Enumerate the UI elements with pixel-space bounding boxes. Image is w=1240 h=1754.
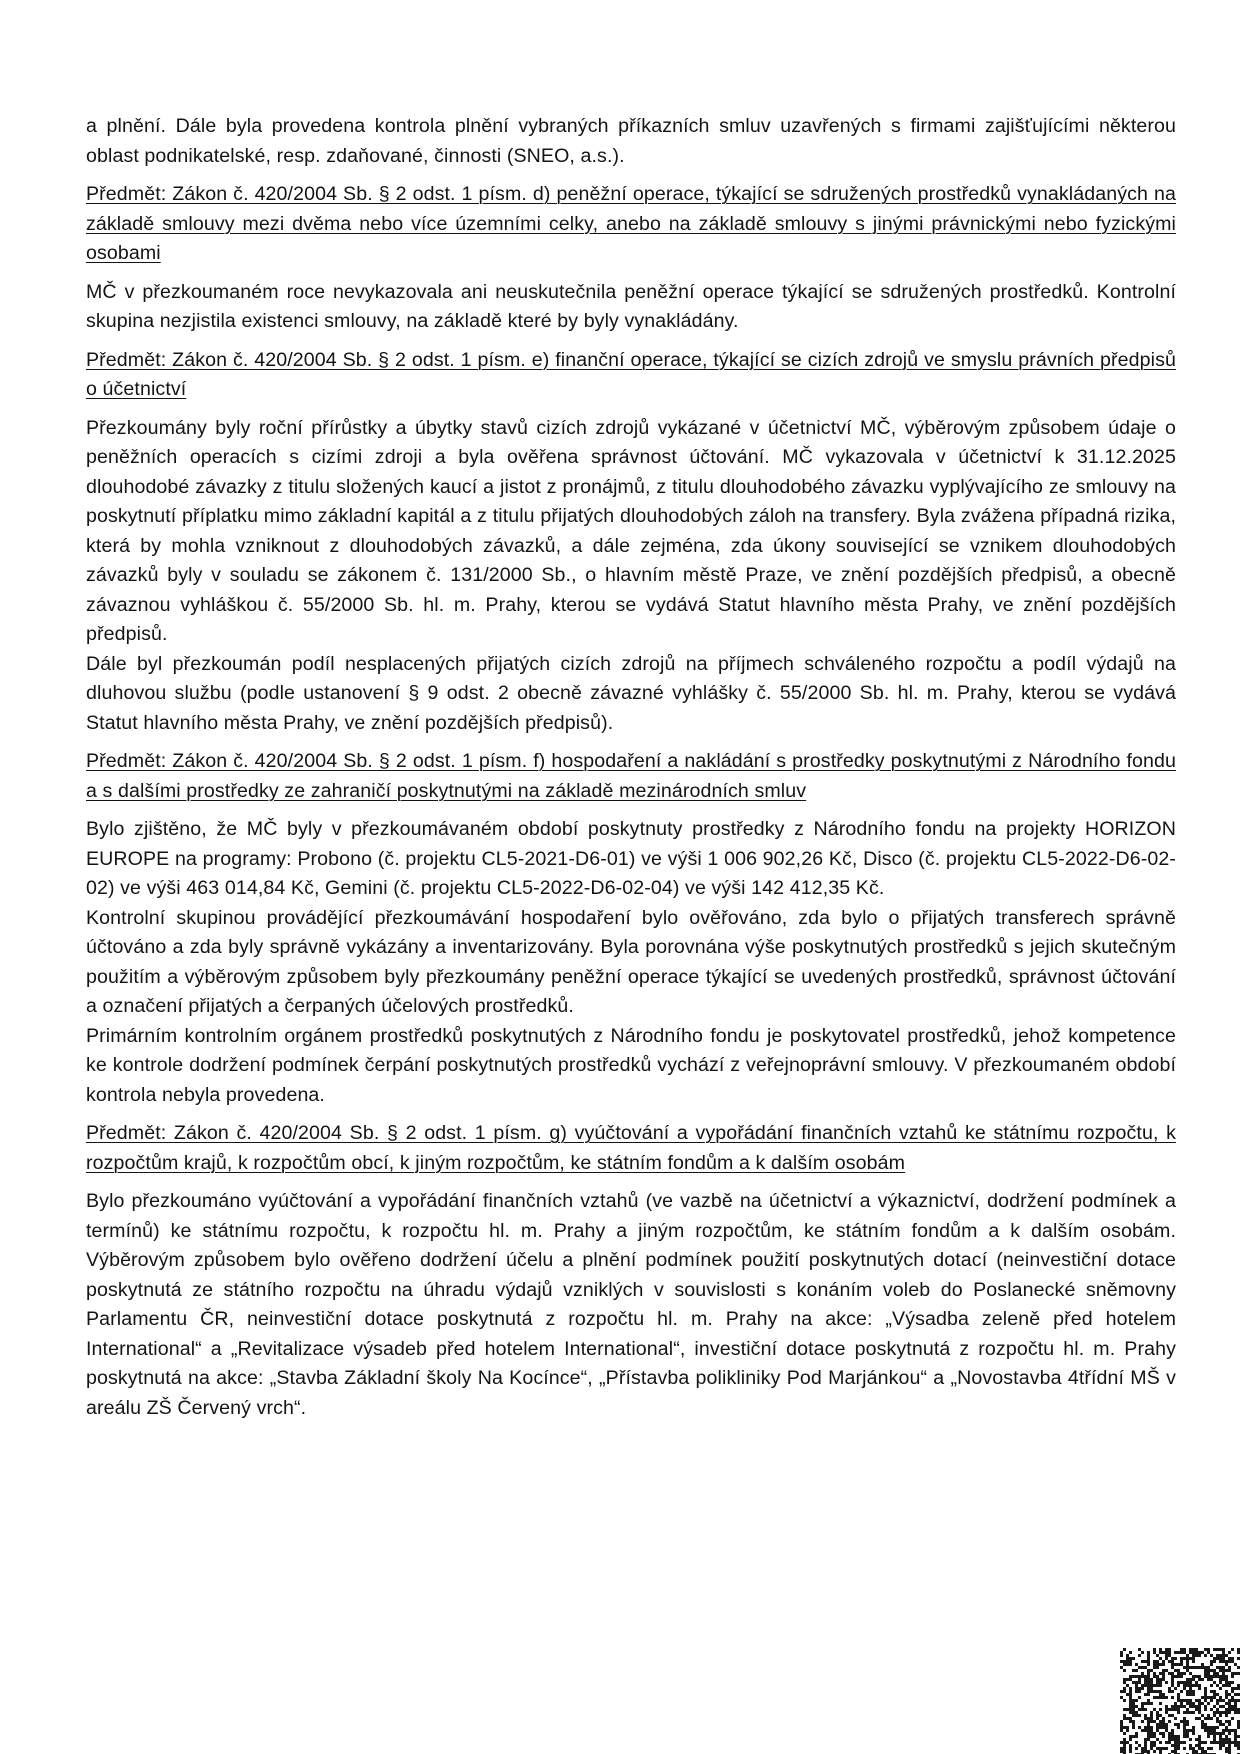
section-paragraph: Bylo přezkoumáno vyúčtování a vypořádání finančních vztahů (ve vazbě na účetnictví a výkaznictví, dodržení podmínek a termínů) ke státnímu rozpočtu, k rozpočtu hl. m. Prahy a jiným rozpočtům, ke státním fondům a k dalším osobám. Výběrovým způsobem bylo ověřeno dodržení účelu a plnění podmínek použití poskytnutých dotací (neinvestiční dotace poskytnutá ze státního rozpočtu na úhradu výdajů vzniklých v souvislosti s konáním voleb do Poslanecké sněmovny Parlamentu ČR, neinvestiční dotace poskytnutá z rozpočtu hl. m. Prahy na akce: „Výsadba zeleně před hotelem International“ a „Revitalizace výsadeb před hotelem International“, investiční dotace poskytnutá z rozpočtu hl. m. Prahy poskytnutá na akce: „Stavba Základní školy Na Kocínce“, „Přístavba polikliniky Pod Marjánkou“ a „Novostavba 4třídní MŠ v areálu ZŠ Červený vrch“. [86, 1190, 1176, 1419]
section-heading: Předmět: Zákon č. 420/2004 Sb. § 2 odst. 1 písm. e) finanční operace, týkající se cizích zdrojů ve smyslu právních předpisů o účetnictví [86, 348, 1176, 400]
section-paragraph: Bylo zjištěno, že MČ byly v přezkoumávaném období poskytnuty prostředky z Národního fondu na projekty HORIZON EUROPE na programy: Probono (č. projektu CL5-2021-D6-01) ve výši 1 006 902,26 Kč, Disco (č. projektu CL5-2022-D6-02-02) ve výši 463 014,84 Kč, Gemini (č. projektu CL5-2022-D6-02-04) ve výši 142 412,35 Kč. [86, 818, 1176, 899]
section-heading: Předmět: Zákon č. 420/2004 Sb. § 2 odst. 1 písm. f) hospodaření a nakládání s prostředky poskytnutými z Národního fondu a s dalšími prostředky ze zahraničí poskytnutými na základě mezinárodních smluv [86, 750, 1176, 802]
intro-paragraph: a plnění. Dále byla provedena kontrola plnění vybraných příkazních smluv uzavřených s firmami zajišťujícími některou oblast podnikatelské, resp. zdaňované, činnosti (SNEO, a.s.). [86, 115, 1176, 167]
qr-code-icon [1120, 1648, 1240, 1754]
section-heading: Předmět: Zákon č. 420/2004 Sb. § 2 odst. 1 písm. d) peněžní operace, týkající se sdružených prostředků vynakládaných na základě smlouvy mezi dvěma nebo více územními celky, anebo na základě smlouvy s jinými právnickými nebo fyzickými osobami [86, 183, 1176, 264]
section-heading: Předmět: Zákon č. 420/2004 Sb. § 2 odst. 1 písm. g) vyúčtování a vypořádání finančních vztahů ke státnímu rozpočtu, k rozpočtům krajů, k rozpočtům obcí, k jiným rozpočtům, ke státním fondům a k dalším osobám [86, 1122, 1176, 1174]
section-letter-e [86, 346, 1176, 739]
section-paragraph: Dále byl přezkoumán podíl nesplacených přijatých cizích zdrojů na příjmech schváleného rozpočtu a podíl výdajů na dluhovou službu (podle ustanovení § 9 odst. 2 obecně závazné vyhlášky č. 55/2000 Sb. hl. m. Prahy, kterou se vydává Statut hlavního města Prahy, ve znění pozdějších předpisů). [86, 652, 1176, 734]
section-letter-g [86, 1119, 1176, 1423]
section-paragraph: Primárním kontrolním orgánem prostředků poskytnutých z Národního fondu je poskytovatel prostředků, jehož kompetence ke kontrole dodržení podmínek čerpání poskytnutých prostředků vychází z veřejnoprávní smlouvy. V přezkoumaném období kontrola nebyla provedena. [86, 1024, 1176, 1106]
section-letter-f [86, 747, 1176, 1110]
section-paragraph: MČ v přezkoumaném roce nevykazovala ani neuskutečnila peněžní operace týkající se sdružených prostředků. Kontrolní skupina nezjistila existenci smlouvy, na základě které by byly vynakládány. [86, 280, 1176, 332]
document-page [86, 112, 1176, 1432]
section-paragraph: Kontrolní skupinou provádějící přezkoumávání hospodaření bylo ověřováno, zda bylo o přijatých transferech správně účtováno a zda byly správně vykázány a inventarizovány. Byla porovnána výše poskytnutých prostředků s jejich skutečným použitím a výběrovým způsobem byly přezkoumány peněžní operace týkající se uvedených prostředků, správnost účtování a označení přijatých a čerpaných účelových prostředků. [86, 906, 1176, 1017]
section-paragraph: Přezkoumány byly roční přírůstky a úbytky stavů cizích zdrojů vykázané v účetnictví MČ, výběrovým způsobem údaje o peněžních operacích s cizími zdroji a byla ověřena správnost účtování. MČ vykazovala v účetnictví k 31.12.2025 dlouhodobé závazky z titulu složených kaucí a jistot z pronájmů, z titulu dlouhodobého závazku vyplývajícího ze smlouvy na poskytnutí příplatku mimo základní kapitál a z titulu přijatých dlouhodobých záloh na transfery. Byla zvážena případná rizika, která by mohla vzniknout z dlouhodobých závazků, a dále zejména, zda úkony související se vznikem dlouhodobých závazků byly v souladu se zákonem č. 131/2000 Sb., o hlavním městě Praze, ve znění pozdějších předpisů, a obecně závaznou vyhláškou č. 55/2000 Sb. hl. m. Prahy, kterou se vydává Statut hlavního města Prahy, ve znění pozdějších předpisů. [86, 416, 1176, 645]
section-letter-d [86, 180, 1176, 337]
